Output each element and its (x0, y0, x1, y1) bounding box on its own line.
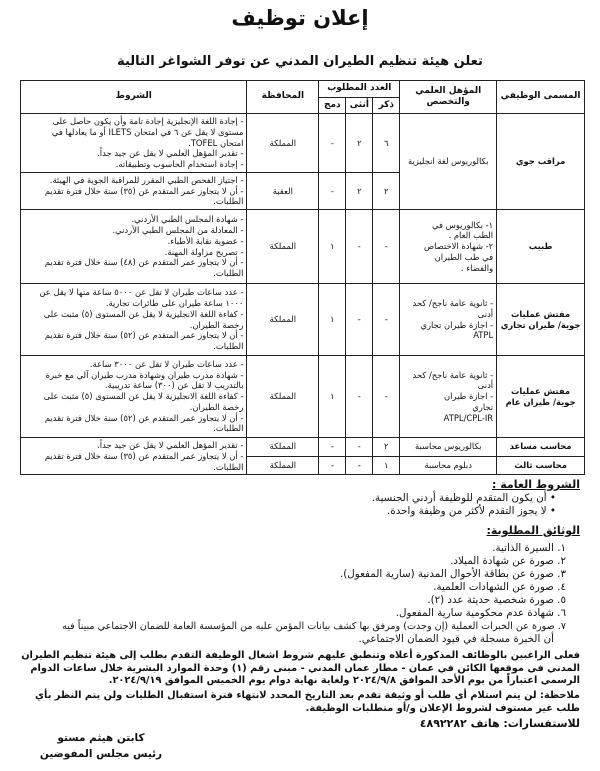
condition-line: - أن لا يتجاوز عمر المتقدم عن (٣٥) سنة خلال فترة تقديم (44, 185, 244, 196)
qualification-line: ١- بكالوريوس في (431, 219, 494, 230)
condition-line: - اجتياز الفحص الطبي المقرر للمراقبة الجوية في الهيئة. (49, 174, 244, 185)
list-item: ٧. صورة عن الخبرات العملية (إن وجدت) ومرفق بها كشف بيانات المؤمن عليه من المؤسسة العامة للضمان الاجتماعي مبيناً فيه (62, 621, 566, 632)
condition-line: رخصة الطيران. (189, 401, 244, 412)
qualification-line: تجاري (472, 401, 494, 412)
qualification-line: ATPL/CPL-IR (443, 412, 494, 423)
table-row (21, 438, 585, 457)
condition-line: - أن لا يتجاوز عمر المتقدم عن (٤٨) سنة خلال فترة تقديم (44, 257, 244, 268)
condition-line: - عدد ساعات طيران لا تقل عن ٣٠٠٠ ساعة. (89, 358, 244, 369)
job-title: مراقب جوي (497, 114, 585, 210)
job-qualification (400, 284, 497, 356)
governorate: المملكة (247, 284, 319, 356)
count-female: ٢ (346, 114, 373, 173)
count-either: - (319, 114, 346, 173)
condition-line: رخصة الطيران. (189, 319, 244, 330)
qualification-line: في طب الطيران (434, 251, 494, 262)
list-item: ١. السيرة الذاتية. (492, 542, 566, 554)
job-title: محاسب ثالث (497, 456, 585, 475)
job-qualification (400, 210, 497, 284)
table-row (21, 210, 585, 284)
page-subtitle: تعلن هيئة تنظيم الطيران المدني عن توفر الشواغر التالية (117, 54, 483, 69)
job-qualification: بكالوريوس محاسبة (400, 438, 497, 457)
condition-line: - المعادلة من المجلس الطبي الأردني. (112, 225, 244, 236)
job-title: محاسب مساعد (497, 438, 585, 457)
condition-line: - كفاءة اللغة الانجليزية لا يقل عن المستوى (٥) مثبت على (43, 391, 244, 402)
list-item: • أن يكون المتقدم للوظيفة أردني الجنسية. (371, 492, 556, 504)
header-female: أنثى (346, 97, 373, 114)
governorate: المملكة (247, 210, 319, 284)
job-qualification (400, 356, 497, 438)
count-male: ٢ (373, 438, 400, 457)
condition-line: - تصريح مزاولة المهنة. (164, 246, 244, 257)
qualification-line: - ثانوية عامة ناجح/ كحد (412, 369, 494, 380)
list-item: ٥. صورة شخصية حديثة عدد (٢). (427, 594, 566, 606)
table-row (21, 114, 585, 173)
condition-line: ١٠٠٠ ساعة طيران على طائرات تجارية. (105, 298, 244, 309)
required-documents-list (16, 542, 578, 646)
list-item: ٣. صورة عن بطاقة الأحوال المدنية (سارية المفعول). (340, 568, 566, 580)
count-male: ٦ (373, 114, 400, 173)
count-female: - (346, 284, 373, 356)
condition-line: - تقدير المؤهل العلمي لا يقل عن جيد جداً. (97, 440, 244, 451)
header-male: ذكر (373, 97, 400, 114)
governorate: المملكة (247, 114, 319, 173)
job-conditions (21, 114, 247, 173)
condition-line: - عضوية نقابة الأطباء. (167, 235, 244, 246)
condition-line: امتحان TOFEL. (188, 137, 244, 148)
table-row (21, 284, 585, 356)
condition-line: - إجادة استخدام الحاسوب وتطبيقاته. (115, 159, 244, 170)
application-instructions: فعلى الراغبين بالوظائف المذكورة أعلاه وتنطبق عليهم شروط اشغال الوظيفة التقدم بطلب إلى هيئة تنظيم الطيران المدني في موقعها الكائن في عمان - مطار عمان المدني - مبنى رقم (١) وحدة الموارد البشرية خلال ساعات الدوام الرسمي اعتباراً من يوم الأحد الموافق ٢٠٢٤/٩/٨ ولغاية نهاية دوام يوم الخميس الموافق ٢٠٢٤/٩/١٩. (21, 650, 580, 686)
condition-line: - أن لا يتجاوز عمر المتقدم عن (٥٢) سنة خلال فترة تقديم (44, 330, 244, 341)
condition-line: مستوى لا يقل عن ٦ في امتحان ILETS أو ما يعادلها في (51, 126, 244, 137)
list-item: ٢. صورة عن شهادة الميلاد. (450, 555, 566, 567)
signer-title: رئيس مجلس المفوضين (39, 748, 163, 760)
job-conditions (21, 438, 247, 475)
governorate: المملكة (247, 438, 319, 457)
list-item: ٤. صورة عن الشهادات العلمية. (433, 581, 566, 593)
condition-line: - شهادة مدرب طيران وشهادة مدرب طيران آلي مع خبرة (45, 369, 244, 380)
qualification-line: أدنى (477, 308, 494, 319)
governorate: المملكة (247, 456, 319, 475)
count-female: - (346, 210, 373, 284)
header-qualification: المؤهل العلمي والتخصص (400, 81, 497, 114)
governorate: المملكة (247, 356, 319, 438)
count-either: - (319, 456, 346, 475)
job-conditions (21, 172, 247, 209)
condition-line: الطلبات. (213, 341, 244, 352)
job-title: طبيب (497, 210, 585, 284)
job-conditions (21, 210, 247, 284)
signer-name: كابتن هيثم مستو (57, 732, 145, 744)
count-male: - (373, 356, 400, 438)
condition-line: - شهادة المجلس الطبي الأردني. (131, 214, 244, 225)
count-either: - (319, 172, 346, 209)
qualification-line: أدنى (477, 380, 494, 391)
qualification-line: ٢- شهادة الاختصاص (424, 241, 494, 252)
qualification-line: ATPL (473, 330, 494, 341)
job-qualification: بكالوريوس لغة انجليزية (400, 114, 497, 210)
condition-line: بالتدريب لا تقل عن (٣٠٠) ساعة تدريبية. (105, 380, 244, 391)
count-male: ٢ (373, 172, 400, 209)
header-required: العدد المطلوب (319, 81, 400, 98)
count-female: - (346, 356, 373, 438)
page-title: إعلان توظيف (231, 6, 369, 30)
general-conditions-heading: الشروط العامة : (492, 478, 580, 491)
count-male: - (373, 284, 400, 356)
condition-line: - كفاءة اللغة الانجليزية لا يقل عن المستوى (٥) مثبت على (43, 308, 244, 319)
list-item: أن الخبرة مسجلة في قيود الضمان الاجتماعي. (358, 633, 554, 645)
count-either: ١ (319, 284, 346, 356)
count-female: - (346, 456, 373, 475)
condition-line: - تقدير المؤهل العلمي لا يقل عن جيد جداً. (97, 148, 244, 159)
count-female: ٢ (346, 172, 373, 209)
condition-line: الطلبات. (213, 196, 244, 207)
count-either: ١ (319, 210, 346, 284)
condition-line: - عدد ساعات طيران لا تقل عن ٥٠٠٠ ساعة منها لا يقل عن (39, 287, 244, 298)
required-documents-heading: الوثائق المطلوبة: (486, 524, 580, 537)
count-either: - (319, 438, 346, 457)
general-conditions-list (16, 492, 578, 518)
count-male: ١ (373, 456, 400, 475)
condition-line: الطلبات. (213, 461, 244, 472)
header-governorate: المحافظة (247, 81, 319, 114)
job-title: مفتش عمليات جوية/ طيران تجاري (497, 284, 585, 356)
header-job: المسمى الوظيفي (497, 81, 585, 114)
qualification-line: الطب العام . (448, 230, 494, 241)
list-item: ٦. شهادة عدم محكومية سارية المفعول. (395, 607, 566, 619)
job-conditions (21, 284, 247, 356)
contact-phone: للاستفسارات: هاتف ٤٨٩٢٢٨٢ (419, 717, 580, 730)
qualification-line: - اجازة طيران (444, 391, 494, 402)
condition-line: - أن لا يتجاوز عمر المتقدم عن (٥٢) سنة خلال فترة تقديم (44, 412, 244, 423)
condition-line: الطلبات. (213, 423, 244, 434)
job-qualification: دبلوم محاسبة (400, 456, 497, 475)
qualification-line: - اجازة طيران تجاري (420, 319, 494, 330)
condition-line: - أن لا يتجاوز عمر المتقدم عن (٣٥) سنة خلال فترة تقديم (44, 450, 244, 461)
vacancies-table (20, 80, 585, 475)
header-either: دمج (319, 97, 346, 114)
job-conditions (21, 356, 247, 438)
count-male: - (373, 210, 400, 284)
table-row (21, 356, 585, 438)
list-item: • لا يجوز التقدم لأكثر من وظيفة واحدة. (387, 505, 556, 517)
qualification-line: والفضاء . (460, 262, 494, 273)
qualification-line: - ثانوية عامة ناجح/ كحد (412, 298, 494, 309)
header-conditions: الشروط (21, 81, 247, 114)
condition-line: - إجادة اللغة الإنجليزية إجادة تامة وأن يكون حاصل على (52, 116, 244, 127)
governorate: العقبة (247, 172, 319, 209)
job-title: مفتش عمليات جوية/ طيران عام (497, 356, 585, 438)
condition-line: الطلبات. (213, 268, 244, 279)
note: ملاحظة: لن يتم استلام أي طلب أو وثيقة تقدم بعد التاريخ المحدد لانتهاء فترة استقبال الطلبات ولن يتم النظر بأي طلب غير مستوف لشروط الإعلان و/أو متطلبات الوظيفة. (35, 690, 580, 714)
count-female: - (346, 438, 373, 457)
count-either: ١ (319, 356, 346, 438)
